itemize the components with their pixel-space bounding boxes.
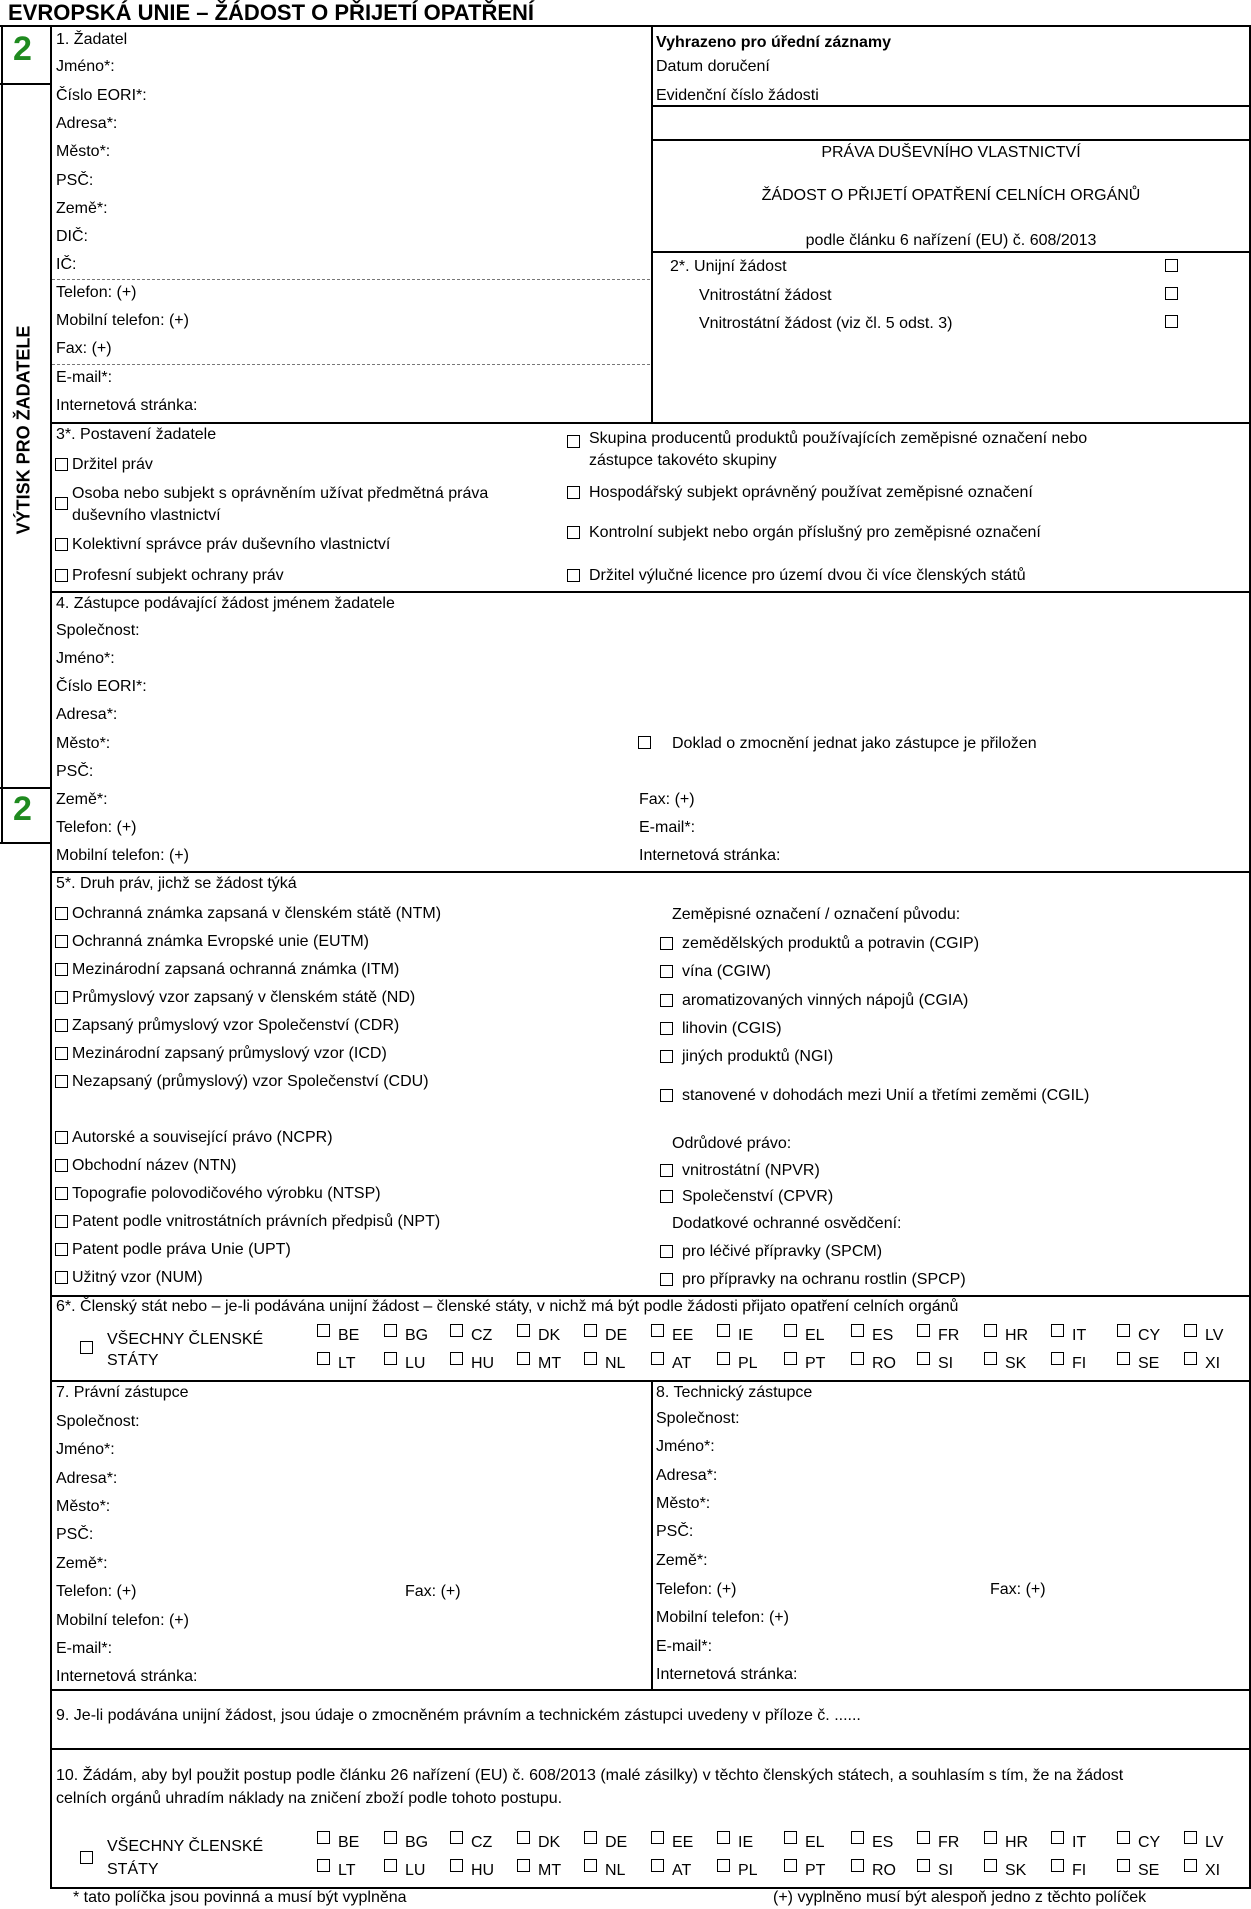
- s10-country-code: SI: [938, 1862, 954, 1879]
- s3-checkbox[interactable]: [567, 486, 580, 499]
- s6-country-checkbox[interactable]: [784, 1352, 797, 1365]
- s2-heading: 2*. Unijní žádost: [670, 258, 787, 275]
- s6-country-checkbox[interactable]: [384, 1324, 397, 1337]
- s6-all-states-checkbox[interactable]: [80, 1341, 93, 1354]
- s4-field[interactable]: Mobilní telefon: (+): [56, 847, 189, 864]
- s2-opt2: Vnitrostátní žádost (viz čl. 5 odst. 3): [699, 315, 953, 332]
- s5-right-checkbox[interactable]: [55, 1215, 68, 1228]
- s6-country-code: IT: [1072, 1327, 1087, 1344]
- s5-geo-checkbox[interactable]: [660, 965, 673, 978]
- s5-geo-option: jiných produktů (NGI): [682, 1048, 834, 1065]
- copy-label: VÝTISK PRO ŽADATELE: [13, 325, 34, 535]
- s5-spc-checkbox[interactable]: [660, 1245, 673, 1258]
- s8-field[interactable]: Telefon: (+): [656, 1581, 737, 1598]
- s5-right-option: Autorské a související právo (NCPR): [72, 1129, 333, 1146]
- s6-country-checkbox[interactable]: [317, 1324, 330, 1337]
- official-line2: ŽÁDOST O PŘIJETÍ OPATŘENÍ CELNÍCH ORGÁNŮ: [761, 187, 1141, 204]
- s6-country-checkbox[interactable]: [851, 1324, 864, 1337]
- s8-fax[interactable]: Fax: (+): [990, 1581, 1046, 1598]
- s6-country-checkbox[interactable]: [917, 1352, 930, 1365]
- s5-variety-option: Společenství (CPVR): [682, 1188, 834, 1205]
- s7-field[interactable]: Společnost:: [56, 1413, 140, 1430]
- s5-right-checkbox[interactable]: [55, 1131, 68, 1144]
- s10-country-checkbox[interactable]: [717, 1831, 730, 1844]
- s5-right-checkbox[interactable]: [55, 907, 68, 920]
- s5-geo-heading: Zeměpisné označení / označení původu:: [672, 906, 961, 923]
- s10-country-code: NL: [605, 1862, 626, 1879]
- s1-field[interactable]: Fax: (+): [56, 340, 112, 357]
- s5-variety-option: vnitrostátní (NPVR): [682, 1162, 820, 1179]
- s10-country-checkbox[interactable]: [984, 1831, 997, 1844]
- s7-field[interactable]: Telefon: (+): [56, 1583, 137, 1600]
- s10-country-code: AT: [672, 1862, 692, 1879]
- s1-field[interactable]: Adresa*:: [56, 115, 118, 132]
- s4-fax[interactable]: Fax: (+): [639, 791, 695, 808]
- s10-country-checkbox[interactable]: [917, 1831, 930, 1844]
- official-line3: podle článku 6 nařízení (EU) č. 608/2013: [805, 232, 1097, 249]
- s10-country-checkbox[interactable]: [584, 1831, 597, 1844]
- s4-field[interactable]: Číslo EORI*:: [56, 678, 147, 695]
- s5-geo-checkbox[interactable]: [660, 994, 673, 1007]
- s5-right-option: Ochranná známka zapsaná v členském státě (NTM): [72, 905, 442, 922]
- s6-country-checkbox[interactable]: [851, 1352, 864, 1365]
- s3-checkbox[interactable]: [567, 435, 580, 448]
- s1-field[interactable]: E-mail*:: [56, 369, 113, 386]
- s6-country-code: LV: [1205, 1327, 1224, 1344]
- s1-field[interactable]: PSČ:: [56, 172, 94, 189]
- s6-country-checkbox[interactable]: [717, 1324, 730, 1337]
- s10-country-checkbox[interactable]: [917, 1859, 930, 1872]
- s7-fax[interactable]: Fax: (+): [405, 1583, 461, 1600]
- s10-country-checkbox[interactable]: [317, 1831, 330, 1844]
- s6-country-checkbox[interactable]: [517, 1324, 530, 1337]
- s6-country-checkbox[interactable]: [1051, 1352, 1064, 1365]
- s8-heading: 8. Technický zástupce: [656, 1384, 813, 1401]
- s8-field[interactable]: Jméno*:: [656, 1438, 715, 1455]
- s10-country-checkbox[interactable]: [651, 1859, 664, 1872]
- s10-country-checkbox[interactable]: [517, 1859, 530, 1872]
- s10-line2: celních orgánů uhradím náklady na zničení zboží podle tohoto postupu.: [56, 1790, 563, 1807]
- s6-country-checkbox[interactable]: [651, 1352, 664, 1365]
- s5-right-option: Topografie polovodičového výrobku (NTSP): [72, 1185, 381, 1202]
- s3-checkbox[interactable]: [55, 458, 68, 471]
- s4-field[interactable]: Jméno*:: [56, 650, 115, 667]
- copy-number-top: 2: [13, 30, 32, 68]
- s5-variety-checkbox[interactable]: [660, 1164, 673, 1177]
- s6-country-checkbox[interactable]: [1051, 1324, 1064, 1337]
- s6-country-code: AT: [672, 1355, 692, 1372]
- s6-country-checkbox[interactable]: [917, 1324, 930, 1337]
- s3-option: Hospodářský subjekt oprávněný používat zeměpisné označení: [589, 484, 1033, 501]
- s5-variety-heading: Odrůdové právo:: [672, 1135, 792, 1152]
- s10-country-checkbox[interactable]: [584, 1859, 597, 1872]
- s6-country-code: BE: [338, 1327, 360, 1344]
- s8-field[interactable]: Město*:: [656, 1495, 711, 1512]
- s6-country-code: SI: [938, 1355, 954, 1372]
- s10-country-code: ES: [872, 1834, 894, 1851]
- s3-option-cont: duševního vlastnictví: [72, 507, 221, 524]
- footer-optional-note: (+) vyplněno musí být alespoň jedno z těchto políček: [773, 1889, 1147, 1906]
- s6-heading: 6*. Členský stát nebo – je-li podávána unijní žádost – členské státy, v nichž má být podle žádosti přijato opatření celních orgánů: [56, 1298, 959, 1315]
- s6-all-states-label-cont: STÁTY: [107, 1352, 159, 1369]
- s10-country-checkbox[interactable]: [384, 1831, 397, 1844]
- s1-field[interactable]: Internetová stránka:: [56, 397, 198, 414]
- s5-geo-option: lihovin (CGIS): [682, 1020, 782, 1037]
- s10-country-code: HU: [471, 1862, 495, 1879]
- s6-country-checkbox[interactable]: [450, 1352, 463, 1365]
- form-title: EVROPSKÁ UNIE – ŽÁDOST O PŘIJETÍ OPATŘENÍ: [8, 0, 535, 25]
- s6-country-code: CY: [1138, 1327, 1161, 1344]
- s10-country-code: SE: [1138, 1862, 1160, 1879]
- s6-country-code: NL: [605, 1355, 626, 1372]
- s6-all-states-label: VŠECHNY ČLENSKÉ: [107, 1331, 264, 1348]
- s5-right-option: Patent podle práva Unie (UPT): [72, 1241, 291, 1258]
- s5-right-checkbox[interactable]: [55, 1187, 68, 1200]
- s10-all-states-label: VŠECHNY ČLENSKÉ: [107, 1838, 264, 1855]
- s10-country-code: PL: [738, 1862, 758, 1879]
- s8-field[interactable]: Internetová stránka:: [656, 1666, 798, 1683]
- s6-country-checkbox[interactable]: [450, 1324, 463, 1337]
- s6-country-checkbox[interactable]: [384, 1352, 397, 1365]
- s5-heading: 5*. Druh práv, jichž se žádost týká: [56, 875, 297, 892]
- s6-country-code: HR: [1005, 1327, 1029, 1344]
- s7-field[interactable]: Jméno*:: [56, 1441, 115, 1458]
- s5-spc-option: pro léčivé přípravky (SPCM): [682, 1243, 883, 1260]
- s5-right-checkbox[interactable]: [55, 963, 68, 976]
- s5-right-checkbox[interactable]: [55, 1271, 68, 1284]
- s3-option-cont: zástupce takovéto skupiny: [589, 452, 777, 469]
- s2-checkbox-national-art5[interactable]: [1165, 315, 1178, 328]
- s10-country-checkbox[interactable]: [1184, 1859, 1197, 1872]
- s9-text: 9. Je-li podávána unijní žádost, jsou údaje o zmocněném právním a technickém zástupci uvedeny v příloze č. ......: [56, 1707, 861, 1724]
- s6-country-code: EL: [805, 1327, 825, 1344]
- s3-checkbox[interactable]: [567, 526, 580, 539]
- s5-right-checkbox[interactable]: [55, 1243, 68, 1256]
- s6-country-code: HU: [471, 1355, 495, 1372]
- s6-country-code: DK: [538, 1327, 561, 1344]
- s10-country-checkbox[interactable]: [1117, 1859, 1130, 1872]
- s1-field[interactable]: Země*:: [56, 200, 108, 217]
- s5-geo-option: vína (CGIW): [682, 963, 771, 980]
- s6-country-checkbox[interactable]: [1184, 1352, 1197, 1365]
- s10-country-code: CY: [1138, 1834, 1161, 1851]
- s10-country-code: DE: [605, 1834, 628, 1851]
- s10-country-code: CZ: [471, 1834, 493, 1851]
- s6-country-checkbox[interactable]: [317, 1352, 330, 1365]
- s6-country-code: DE: [605, 1327, 628, 1344]
- s3-checkbox[interactable]: [55, 538, 68, 551]
- s10-country-checkbox[interactable]: [851, 1831, 864, 1844]
- s7-field[interactable]: E-mail*:: [56, 1640, 113, 1657]
- s10-country-checkbox[interactable]: [517, 1831, 530, 1844]
- official-line1: PRÁVA DUŠEVNÍHO VLASTNICTVÍ: [821, 144, 1081, 161]
- s6-country-code: FR: [938, 1327, 960, 1344]
- s6-country-code: BG: [405, 1327, 429, 1344]
- s1-heading: 1. Žadatel: [56, 31, 128, 48]
- s6-country-code: ES: [872, 1327, 894, 1344]
- s6-country-checkbox[interactable]: [784, 1324, 797, 1337]
- s10-country-code: HR: [1005, 1834, 1029, 1851]
- copy-number-bottom: 2: [13, 790, 32, 828]
- official-number-label: Evidenční číslo žádosti: [656, 87, 819, 104]
- s5-right-option: Mezinárodní zapsaný průmyslový vzor (ICD): [72, 1045, 387, 1062]
- s8-field[interactable]: Společnost:: [656, 1410, 740, 1427]
- s10-country-code: LU: [405, 1862, 426, 1879]
- s5-right-checkbox[interactable]: [55, 1047, 68, 1060]
- s4-field[interactable]: Země*:: [56, 791, 108, 808]
- s3-option: Držitel výlučné licence pro území dvou či více členských států: [589, 567, 1026, 584]
- s5-geo-checkbox[interactable]: [660, 1050, 673, 1063]
- s5-right-option: Mezinárodní zapsaná ochranná známka (ITM): [72, 961, 400, 978]
- s1-field[interactable]: Město*:: [56, 143, 111, 160]
- s10-country-code: RO: [872, 1862, 896, 1879]
- s10-country-code: MT: [538, 1862, 562, 1879]
- s5-spc-option: pro přípravky na ochranu rostlin (SPCP): [682, 1271, 966, 1288]
- s6-country-code: IE: [738, 1327, 754, 1344]
- s5-geo-checkbox[interactable]: [660, 1089, 673, 1102]
- s5-right-checkbox[interactable]: [55, 1019, 68, 1032]
- s4-doklad-label: Doklad o zmocnění jednat jako zástupce je přiložen: [672, 735, 1037, 752]
- s6-country-code: MT: [538, 1355, 562, 1372]
- s3-option: Profesní subjekt ochrany práv: [72, 567, 284, 584]
- s10-country-code: FI: [1072, 1862, 1087, 1879]
- s1-field[interactable]: DIČ:: [56, 228, 88, 245]
- s10-country-code: XI: [1205, 1862, 1221, 1879]
- s5-right-option: Patent podle vnitrostátních právních předpisů (NPT): [72, 1213, 441, 1230]
- s5-geo-option: zemědělských produktů a potravin (CGIP): [682, 935, 980, 952]
- s10-country-checkbox[interactable]: [450, 1859, 463, 1872]
- s5-right-option: Nezapsaný (průmyslový) vzor Společenství (CDU): [72, 1073, 429, 1090]
- s6-country-checkbox[interactable]: [984, 1352, 997, 1365]
- s4-field[interactable]: Společnost:: [56, 622, 140, 639]
- s2-opt1: Vnitrostátní žádost: [699, 287, 832, 304]
- s10-country-code: DK: [538, 1834, 561, 1851]
- official-heading: Vyhrazeno pro úřední záznamy: [656, 34, 892, 51]
- s6-country-code: PL: [738, 1355, 758, 1372]
- s10-country-code: IE: [738, 1834, 754, 1851]
- s10-country-code: BE: [338, 1834, 360, 1851]
- s7-field[interactable]: Země*:: [56, 1555, 108, 1572]
- s1-field[interactable]: Jméno*:: [56, 58, 115, 75]
- s6-country-checkbox[interactable]: [517, 1352, 530, 1365]
- s8-field[interactable]: Mobilní telefon: (+): [656, 1609, 789, 1626]
- s6-country-code: XI: [1205, 1355, 1221, 1372]
- s3-checkbox[interactable]: [567, 569, 580, 582]
- s10-line1: 10. Žádám, aby byl použit postup podle článku 26 nařízení (EU) č. 608/2013 (malé zásilky) v těchto členských státech, a souhlasím s tím, že na žádost: [56, 1767, 1124, 1784]
- s10-country-checkbox[interactable]: [384, 1859, 397, 1872]
- s1-field[interactable]: Číslo EORI*:: [56, 87, 147, 104]
- s4-field[interactable]: Telefon: (+): [56, 819, 137, 836]
- s5-spc-checkbox[interactable]: [660, 1273, 673, 1286]
- s5-geo-checkbox[interactable]: [660, 937, 673, 950]
- s10-country-code: LV: [1205, 1834, 1224, 1851]
- s10-country-code: PT: [805, 1862, 826, 1879]
- s4-heading: 4. Zástupce podávající žádost jménem žadatele: [56, 595, 395, 612]
- s6-country-code: CZ: [471, 1327, 493, 1344]
- s10-country-code: EL: [805, 1834, 825, 1851]
- s6-country-checkbox[interactable]: [1117, 1324, 1130, 1337]
- s1-field[interactable]: Telefon: (+): [56, 284, 137, 301]
- s10-country-checkbox[interactable]: [984, 1859, 997, 1872]
- s10-country-code: BG: [405, 1834, 429, 1851]
- s5-geo-option: aromatizovaných vinných nápojů (CGIA): [682, 992, 969, 1009]
- s10-country-code: EE: [672, 1834, 694, 1851]
- s7-field[interactable]: PSČ:: [56, 1526, 94, 1543]
- s10-country-checkbox[interactable]: [450, 1831, 463, 1844]
- s10-country-code: FR: [938, 1834, 960, 1851]
- s6-country-checkbox[interactable]: [1184, 1324, 1197, 1337]
- s8-field[interactable]: Adresa*:: [656, 1467, 718, 1484]
- s4-field[interactable]: PSČ:: [56, 763, 94, 780]
- s10-country-code: LT: [338, 1862, 356, 1879]
- s5-spc-heading: Dodatkové ochranné osvědčení:: [672, 1215, 902, 1232]
- s6-country-code: EE: [672, 1327, 694, 1344]
- s10-country-checkbox[interactable]: [784, 1831, 797, 1844]
- s4-email[interactable]: E-mail*:: [639, 819, 696, 836]
- s3-option: Osoba nebo subjekt s oprávněním užívat předmětná práva: [72, 485, 489, 502]
- s2-checkbox-eu[interactable]: [1165, 259, 1178, 272]
- footer-mandatory-note: * tato políčka jsou povinná a musí být vyplněna: [73, 1889, 407, 1906]
- s4-doklad-checkbox[interactable]: [638, 736, 651, 749]
- s3-checkbox[interactable]: [55, 497, 68, 510]
- s5-variety-checkbox[interactable]: [660, 1190, 673, 1203]
- s6-country-checkbox[interactable]: [584, 1352, 597, 1365]
- s5-right-option: Ochranná známka Evropské unie (EUTM): [72, 933, 369, 950]
- s6-country-checkbox[interactable]: [717, 1352, 730, 1365]
- s10-country-checkbox[interactable]: [1184, 1831, 1197, 1844]
- s4-web[interactable]: Internetová stránka:: [639, 847, 781, 864]
- s10-country-checkbox[interactable]: [1051, 1831, 1064, 1844]
- s10-country-code: IT: [1072, 1834, 1087, 1851]
- s6-country-checkbox[interactable]: [651, 1324, 664, 1337]
- s6-country-code: RO: [872, 1355, 896, 1372]
- s3-option: Kontrolní subjekt nebo orgán příslušný pro zeměpisné označení: [589, 524, 1041, 541]
- s6-country-code: FI: [1072, 1355, 1087, 1372]
- s6-country-code: PT: [805, 1355, 826, 1372]
- s2-checkbox-national[interactable]: [1165, 287, 1178, 300]
- s10-country-checkbox[interactable]: [651, 1831, 664, 1844]
- s3-option: Skupina producentů produktů používajících zeměpisné označení nebo: [589, 430, 1088, 447]
- s10-country-checkbox[interactable]: [717, 1859, 730, 1872]
- s7-field[interactable]: Internetová stránka:: [56, 1668, 198, 1685]
- s5-right-checkbox[interactable]: [55, 935, 68, 948]
- s1-field[interactable]: Mobilní telefon: (+): [56, 312, 189, 329]
- s10-country-code: SK: [1005, 1862, 1027, 1879]
- s7-field[interactable]: Adresa*:: [56, 1470, 118, 1487]
- s3-option: Držitel práv: [72, 456, 153, 473]
- s6-country-checkbox[interactable]: [1117, 1352, 1130, 1365]
- s6-country-checkbox[interactable]: [584, 1324, 597, 1337]
- s5-right-option: Průmyslový vzor zapsaný v členském státě (ND): [72, 989, 416, 1006]
- s5-right-checkbox[interactable]: [55, 991, 68, 1004]
- s6-country-checkbox[interactable]: [984, 1324, 997, 1337]
- s6-country-code: LT: [338, 1355, 356, 1372]
- s6-country-code: SE: [1138, 1355, 1160, 1372]
- s5-right-option: Obchodní název (NTN): [72, 1157, 237, 1174]
- s7-field[interactable]: Mobilní telefon: (+): [56, 1612, 189, 1629]
- s5-right-checkbox[interactable]: [55, 1159, 68, 1172]
- s5-right-option: Užitný vzor (NUM): [72, 1269, 203, 1286]
- s5-geo-option: stanovené v dohodách mezi Unií a třetími zeměmi (CGIL): [682, 1087, 1090, 1104]
- s8-field[interactable]: Země*:: [656, 1552, 708, 1569]
- s8-field[interactable]: PSČ:: [656, 1523, 694, 1540]
- s5-right-option: Zapsaný průmyslový vzor Společenství (CDR): [72, 1017, 400, 1034]
- s1-field[interactable]: IČ:: [56, 256, 77, 273]
- s3-checkbox[interactable]: [55, 569, 68, 582]
- s10-country-checkbox[interactable]: [1117, 1831, 1130, 1844]
- s10-country-checkbox[interactable]: [317, 1859, 330, 1872]
- s5-geo-checkbox[interactable]: [660, 1022, 673, 1035]
- s10-country-checkbox[interactable]: [1051, 1859, 1064, 1872]
- s8-field[interactable]: E-mail*:: [656, 1638, 713, 1655]
- s10-all-states-label-cont: STÁTY: [107, 1861, 159, 1878]
- s6-country-code: SK: [1005, 1355, 1027, 1372]
- official-date-label: Datum doručení: [656, 58, 770, 75]
- s4-field[interactable]: Město*:: [56, 735, 111, 752]
- s10-all-states-checkbox[interactable]: [80, 1851, 93, 1864]
- s7-heading: 7. Právní zástupce: [56, 1384, 189, 1401]
- s6-country-code: LU: [405, 1355, 426, 1372]
- s7-field[interactable]: Město*:: [56, 1498, 111, 1515]
- s3-heading: 3*. Postavení žadatele: [56, 426, 217, 443]
- s3-option: Kolektivní správce práv duševního vlastnictví: [72, 536, 391, 553]
- s5-right-checkbox[interactable]: [55, 1075, 68, 1088]
- s10-country-checkbox[interactable]: [851, 1859, 864, 1872]
- s10-country-checkbox[interactable]: [784, 1859, 797, 1872]
- s4-field[interactable]: Adresa*:: [56, 706, 118, 723]
